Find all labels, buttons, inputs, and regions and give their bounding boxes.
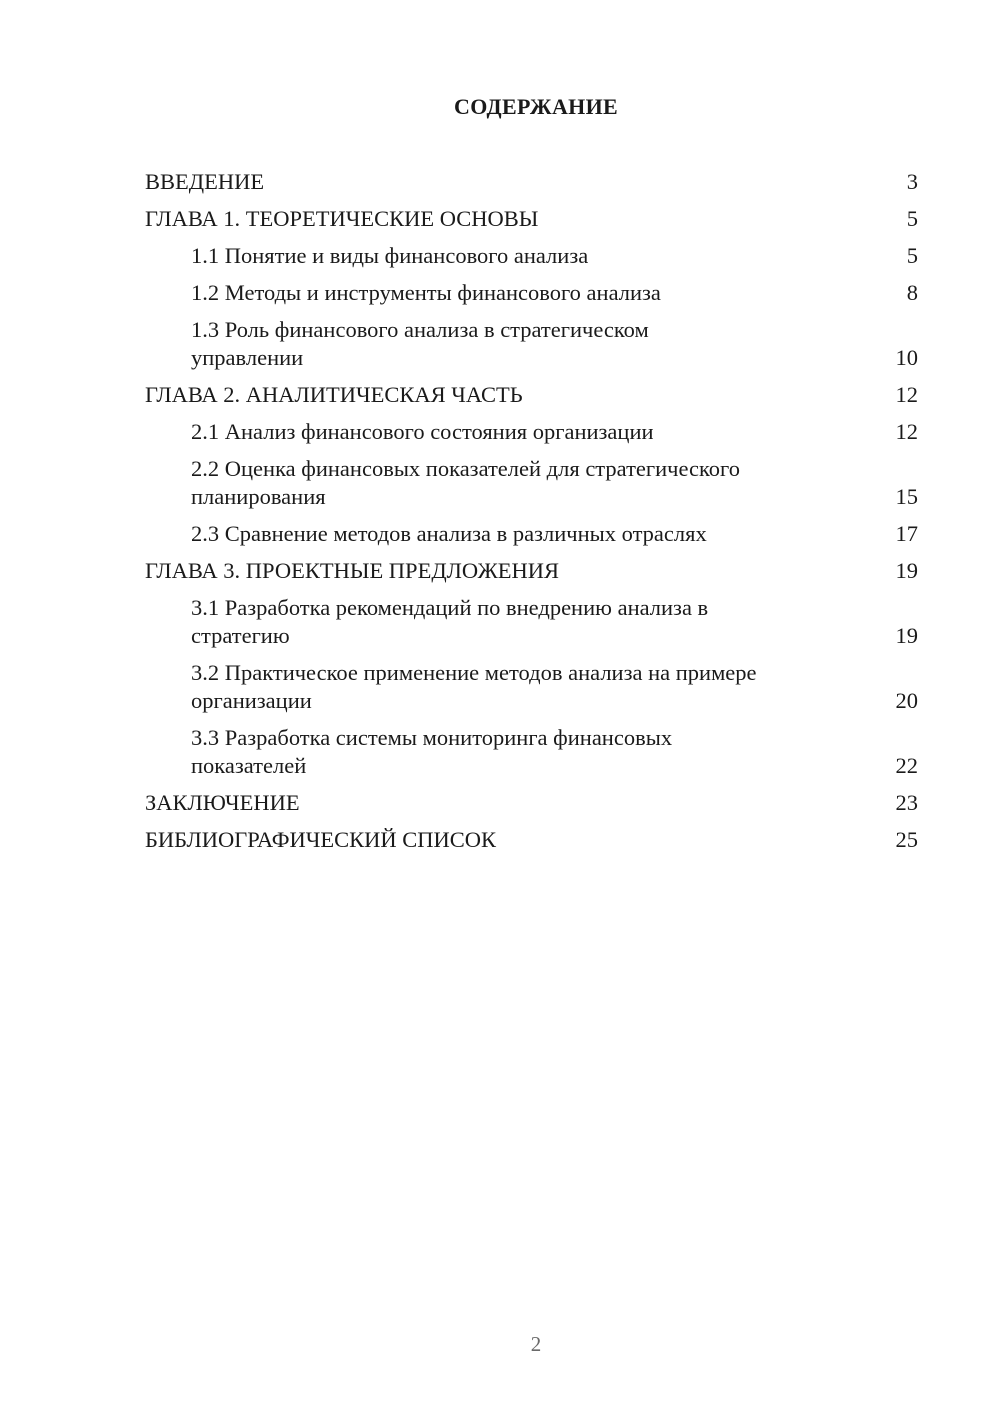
toc-entry-section-3-3	[145, 724, 918, 780]
toc-entry-page: 12	[895, 419, 918, 444]
toc-entry-section-1-1	[145, 242, 918, 270]
toc-entry-label: 3.1 Разработка рекомендаций по внедрению анализа в стратегию	[191, 595, 709, 648]
toc-entry-label: ГЛАВА 2. АНАЛИТИЧЕСКАЯ ЧАСТЬ	[145, 382, 523, 407]
toc-entry-section-1-3	[145, 316, 918, 372]
toc-entry-section-2-3	[145, 520, 918, 548]
toc-entry-label: 3.3 Разработка системы мониторинга финансовых показателей	[191, 725, 673, 778]
page-title: СОДЕРЖАНИЕ	[454, 94, 618, 119]
toc-entry-page: 22	[895, 753, 918, 778]
toc-entry-page: 5	[906, 206, 918, 231]
toc-entry-page: 12	[895, 382, 918, 407]
toc-entry-label: 3.2 Практическое применение методов анализа на примере организации	[191, 660, 757, 713]
toc-entry-label: ГЛАВА 1. ТЕОРЕТИЧЕСКИЕ ОСНОВЫ	[145, 206, 539, 231]
toc-entry-section-3-1	[145, 594, 918, 650]
toc-entry-label: ВВЕДЕНИЕ	[145, 169, 265, 194]
toc-entry-label: 1.1 Понятие и виды финансового анализа	[191, 243, 589, 268]
toc-entry-page: 19	[895, 623, 918, 648]
toc-entry-page: 3	[906, 169, 918, 194]
toc-entry-label: ЗАКЛЮЧЕНИЕ	[145, 790, 300, 815]
toc-entry-chapter-1	[145, 205, 918, 233]
toc-entry-page: 23	[895, 790, 918, 815]
toc-entry-section-2-1	[145, 418, 918, 446]
toc-entry-label: 2.3 Сравнение методов анализа в различных отраслях	[191, 521, 707, 546]
toc-entry-chapter-3	[145, 557, 918, 585]
toc-entry-page: 10	[895, 345, 918, 370]
toc-entry-page: 17	[895, 521, 918, 546]
toc-entry-bibliography	[145, 826, 918, 854]
table-of-contents	[145, 168, 918, 863]
toc-entry-page: 15	[895, 484, 918, 509]
page-number: 2	[530, 1332, 542, 1356]
toc-entry-label: 1.3 Роль финансового анализа в стратегическом управлении	[191, 317, 649, 370]
toc-entry-page: 5	[906, 243, 918, 268]
toc-entry-label: 2.1 Анализ финансового состояния организации	[191, 419, 654, 444]
toc-entry-section-3-2	[145, 659, 918, 715]
toc-entry-introduction	[145, 168, 918, 196]
toc-entry-section-1-2	[145, 279, 918, 307]
toc-entry-page: 8	[906, 280, 918, 305]
toc-entry-conclusion	[145, 789, 918, 817]
toc-entry-label: ГЛАВА 3. ПРОЕКТНЫЕ ПРЕДЛОЖЕНИЯ	[145, 558, 560, 583]
toc-entry-page: 25	[895, 827, 918, 852]
toc-entry-label: БИБЛИОГРАФИЧЕСКИЙ СПИСОК	[145, 827, 497, 852]
toc-entry-label: 1.2 Методы и инструменты финансового анализа	[191, 280, 661, 305]
toc-entry-label: 2.2 Оценка финансовых показателей для стратегического планирования	[191, 456, 740, 509]
toc-entry-page: 19	[895, 558, 918, 583]
toc-entry-section-2-2	[145, 455, 918, 511]
toc-entry-page: 20	[895, 688, 918, 713]
toc-entry-chapter-2	[145, 381, 918, 409]
